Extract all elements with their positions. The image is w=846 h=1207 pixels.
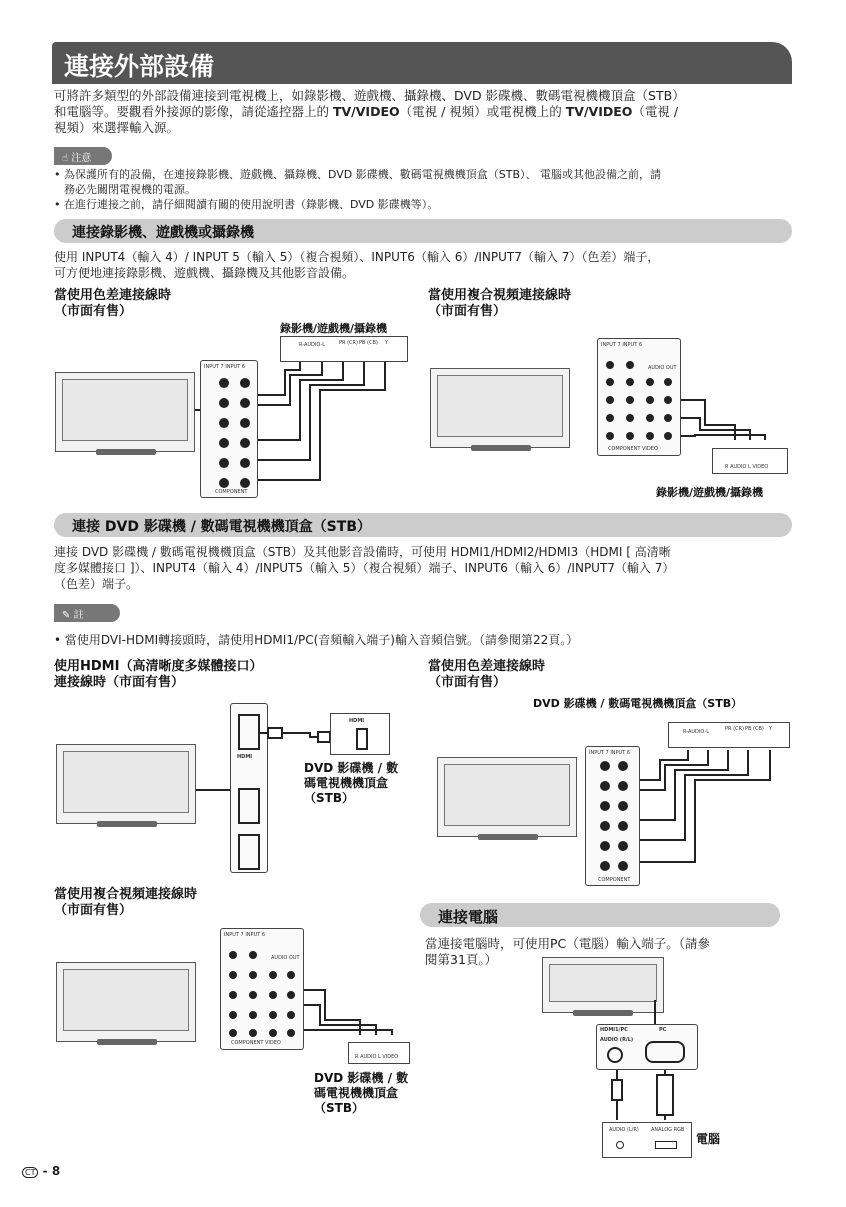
cvbs-heading: 當使用複合視頻連接線時 （市面有售）: [54, 887, 198, 918]
pencil-icon: ✎: [62, 610, 74, 621]
caution-item-cont: 務必先關閉電視機的電源。: [64, 183, 196, 196]
hdmi-panel: HDMI: [230, 703, 268, 873]
hdmi-device-label: DVD 影碟機 / 數 碼電視機機頂盒 （STB）: [304, 761, 399, 805]
s1-right-heading: 當使用複合視頻連接線時 （市面有售）: [428, 288, 572, 319]
note-badge: ✎ 註: [54, 604, 120, 622]
hand-icon: ☝: [62, 153, 72, 164]
page-number: - 8: [42, 1164, 61, 1178]
page-footer: [22, 1164, 60, 1178]
terminal-panel: INPUT 7 INPUT 6 COMPONENT: [585, 746, 640, 886]
section2-text: 連接 DVD 影碟機 / 數碼電視機機頂盒（STB）及其他影音設備時，可使用 HDMI1/HDMI2/HDMI3（HDMI [ 高清晰 度多媒體接口 ]）、INPUT4（輸入 4）/INPUT5（輸入 5）（複合視頻）端子、INPUT6（輸入 6）/INPUT7（輸入 7） （色差）端子。: [54, 545, 675, 591]
caution-item: • 在進行連接之前，請仔細閱讀有關的使用說明書（錄影機、DVD 影碟機等）。: [54, 198, 439, 211]
intro-line-1: 可將許多類型的外部設備連接到電視機上，如錄影機、遊戲機、攝錄機、DVD 影碟機、數碼電視機機頂盒（STB）: [54, 88, 685, 103]
vcr-device: R AUDIO L VIDEO: [712, 448, 788, 474]
pc-label: 電腦: [696, 1132, 721, 1146]
section-heading-dvd: 連接 DVD 影碟機 / 數碼電視機機頂盒（STB）: [54, 513, 792, 537]
note-text: • 當使用DVI-HDMI轉接頭時，請使用HDMI1/PC(音頻輸入端子)輸入音頻信號。（請參閱第22頁。）: [54, 633, 579, 647]
page-title: 連接外部設備: [52, 42, 792, 84]
s1-right-device-label: 錄影機/遊戲機/攝錄機: [656, 486, 764, 499]
section1-text: 使用 INPUT4（輸入 4）/ INPUT 5（輸入 5）（複合視頻）、INPUT6（輸入 6）/INPUT7（輸入 7）（色差）端子， 可方便地連接錄影機、遊戲機、攝錄機及其他影音設備。: [54, 250, 660, 280]
cvbs-device-label: DVD 影碟機 / 數 碼電視機機頂盒 （STB）: [314, 1071, 409, 1115]
section-heading-vcr: 連接錄影機、遊戲機或攝錄機: [54, 219, 792, 243]
terminal-panel: INPUT 7 INPUT 6 AUDIO OUT COMPONENT VIDEO: [597, 338, 681, 456]
section3-text: 當連接電腦時，可使用PC（電腦）輸入端子。（請參 閱第31頁。）: [425, 936, 711, 967]
vcr-device: R-AUDIO-L PR (CR) PB (CB) Y: [280, 336, 408, 362]
dvd-device: R-AUDIO-L PR (CR) PB (CB) Y: [668, 722, 790, 748]
comp-device-label: DVD 影碟機 / 數碼電視機機頂盒（STB）: [533, 697, 743, 710]
section-heading-pc: 連接電腦: [420, 903, 780, 927]
dvd-device: R AUDIO L VIDEO: [348, 1042, 410, 1064]
dvd-hdmi-device: HDMI: [330, 713, 390, 755]
ct-badge: CT: [22, 1167, 38, 1178]
pc-terminal-panel: HDMI1/PC PC AUDIO (R/L): [596, 1024, 698, 1070]
s1-left-heading: 當使用色差連接線時 （市面有售）: [54, 288, 172, 319]
caution-badge: ☝ 注意: [54, 147, 112, 165]
comp-heading: 當使用色差連接線時 （市面有售）: [428, 659, 546, 690]
terminal-panel: INPUT 7 INPUT 6 AUDIO OUT COMPONENT VIDEO: [220, 928, 304, 1050]
terminal-panel: INPUT 7 INPUT 6 COMPONENT: [200, 360, 258, 498]
hdmi-heading: 使用HDMI（高清晰度多媒體接口） 連接線時（市面有售）: [54, 659, 263, 690]
intro-line-2: 和電腦等。要觀看外接源的影像，請從遙控器上的 TV/VIDEO（電視 / 視頻）或電視機上的 TV/VIDEO（電視 /: [54, 104, 679, 119]
pc-device: AUDIO (L/R) ANALOG RGB: [602, 1122, 692, 1158]
caution-item: • 為保護所有的設備，在連接錄影機、遊戲機、攝錄機、DVD 影碟機、數碼電視機機頂盒（STB）、 電腦或其他設備之前，請: [54, 168, 662, 181]
s1-left-device-label: 錄影機/遊戲機/攝錄機: [280, 322, 388, 335]
intro-line-3: 視頻）來選擇輸入源。: [54, 120, 180, 135]
